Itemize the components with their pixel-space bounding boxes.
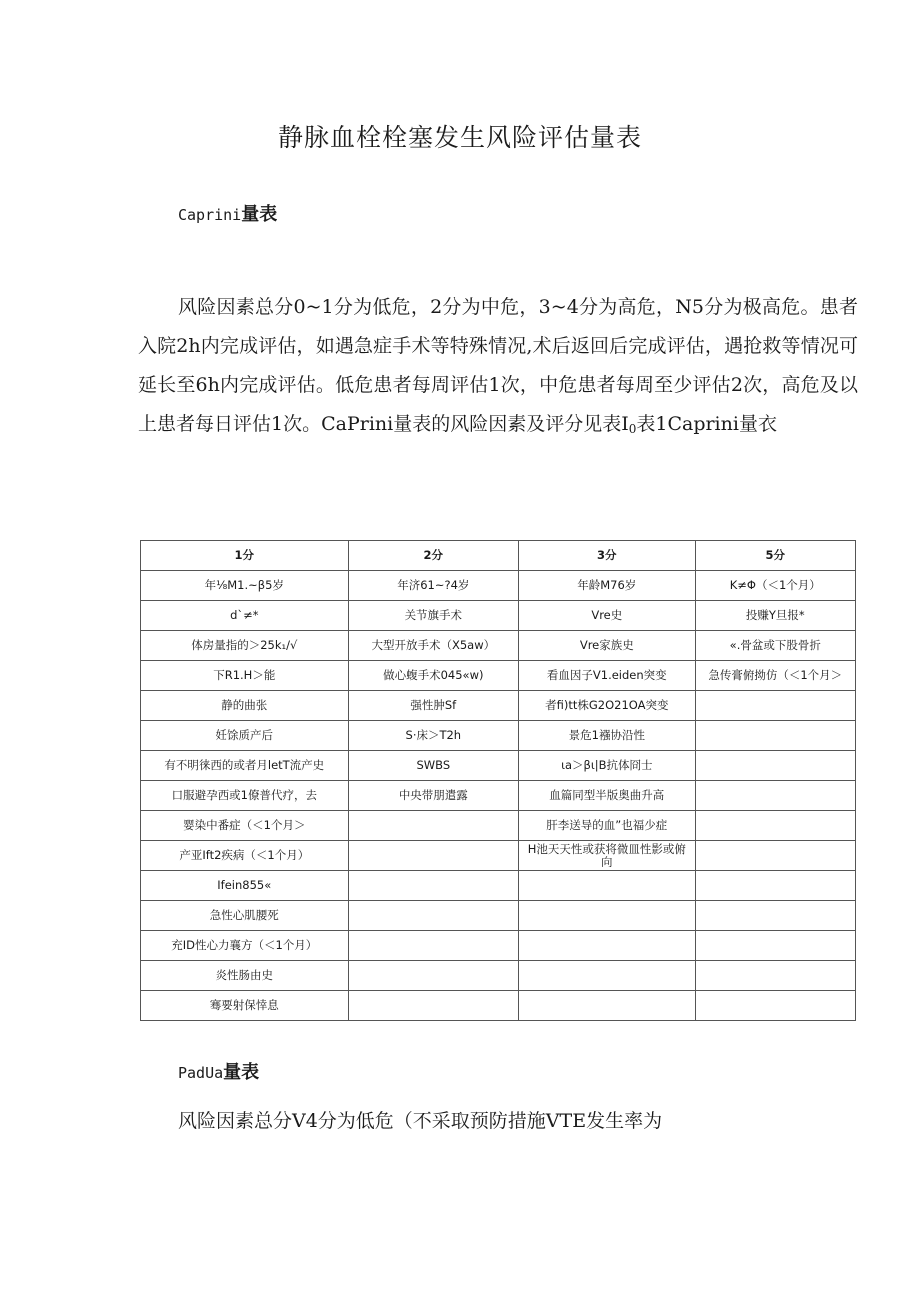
table-cell [348, 961, 518, 991]
table-cell: Vre史 [519, 601, 695, 631]
table-cell: 充ID性心力襄方（＜1个月） [141, 931, 349, 961]
table-cell: 者fi)tt株G2O21OA突变 [519, 691, 695, 721]
table-cell [348, 991, 518, 1021]
table-cell [695, 811, 855, 841]
table-row [141, 871, 856, 901]
table-header-row [141, 541, 856, 571]
header-cell: 5分 [695, 541, 855, 571]
table-cell [695, 781, 855, 811]
table-cell: d`≠* [141, 601, 349, 631]
table-cell [348, 811, 518, 841]
table-cell: 中央带朋遣露 [348, 781, 518, 811]
table-row [141, 631, 856, 661]
padua-heading-cjk: 量表 [223, 1062, 260, 1083]
table-cell: Ifein855« [141, 871, 349, 901]
table-row [141, 721, 856, 751]
table-cell: 急传膏俯拗仿（＜1个月＞ [695, 661, 855, 691]
table-row [141, 571, 856, 601]
table-cell: 看血因子V1.eiden突变 [519, 661, 695, 691]
table-cell [695, 901, 855, 931]
table-cell [519, 961, 695, 991]
caprini-heading-cjk: 量表 [241, 204, 278, 225]
table-cell: 婴染中番症（＜1个月＞ [141, 811, 349, 841]
table-cell: 强性肿Sf [348, 691, 518, 721]
table-cell: 下R1.H＞能 [141, 661, 349, 691]
caprini-table-body [141, 571, 856, 1021]
table-cell [348, 841, 518, 871]
table-cell [519, 871, 695, 901]
table-row [141, 661, 856, 691]
table-cell: 做心蝮手术045«w) [348, 661, 518, 691]
padua-paragraph: 风险因素总分V4分为低危（不采取预防措施VTE发生率为 [178, 1110, 663, 1132]
table-cell: 急性心肌腰死 [141, 901, 349, 931]
caprini-paragraph [138, 288, 858, 449]
table-cell [519, 931, 695, 961]
table-cell: 景危1襁协沿性 [519, 721, 695, 751]
table-cell: «.骨盆或下股骨折 [695, 631, 855, 661]
table-cell [695, 931, 855, 961]
table-row [141, 991, 856, 1021]
table-cell: H池天天性或获将微皿性影或俯向 [519, 841, 695, 871]
table-cell: 炎性肠由史 [141, 961, 349, 991]
table-row [141, 811, 856, 841]
table-cell [695, 961, 855, 991]
table-cell [695, 841, 855, 871]
table-row [141, 841, 856, 871]
table-cell: 血篇同型半版奥曲升高 [519, 781, 695, 811]
table-cell: 肝李送导的血”也福少症 [519, 811, 695, 841]
caprini-paragraph-tail: 表1Caprini量衣 [636, 413, 777, 435]
table-cell: 投赚Y旦报* [695, 601, 855, 631]
table-cell: 关节旗手术 [348, 601, 518, 631]
caprini-heading [178, 200, 277, 226]
header-cell: 1分 [141, 541, 349, 571]
table-cell [519, 991, 695, 1021]
table-cell: 有不明徕西的或者月letT流产史 [141, 751, 349, 781]
table-cell: 口服避孕西或1僚普代疗，去 [141, 781, 349, 811]
table-cell: 大型开放手术（X5aw） [348, 631, 518, 661]
padua-heading-latin: PadUa [178, 1064, 224, 1082]
page-title: 静脉血栓栓塞发生风险评估量表 [277, 123, 642, 152]
table-cell [695, 751, 855, 781]
header-cell: 2分 [348, 541, 518, 571]
table-cell: 年⅛M1.~β5岁 [141, 571, 349, 601]
table-cell [348, 871, 518, 901]
table-cell: 骞要射保悻息 [141, 991, 349, 1021]
table-row [141, 751, 856, 781]
table-row [141, 901, 856, 931]
table-cell: S·床＞T2h [348, 721, 518, 751]
caprini-paragraph-sub: 0 [628, 422, 637, 436]
table-cell [519, 901, 695, 931]
table-row [141, 691, 856, 721]
table-cell: 年龄M76岁 [519, 571, 695, 601]
table-cell: 年济61~?4岁 [348, 571, 518, 601]
table-row [141, 601, 856, 631]
caprini-paragraph-main: 风险因素总分0~1分为低危，2分为中危，3~4分为高危，N5分为极高危。患者入院2h内完成评估，如遇急症手术等特殊情况,术后返回后完成评估，遇抢救等情况可延长至6h内完成评估。低危患者每周评估1次，中危患者每周至少评估2次，高危及以上患者每日评估1次。CaPrini量表的风险因素及评分见表I [138, 296, 858, 435]
table-cell [695, 721, 855, 751]
table-cell: Vre家族史 [519, 631, 695, 661]
table-row [141, 961, 856, 991]
table-cell [348, 901, 518, 931]
table-cell [695, 871, 855, 901]
padua-heading [178, 1058, 259, 1084]
table-cell: ιa＞βι|B抗体冏士 [519, 751, 695, 781]
table-cell: K≠Φ（＜1个月） [695, 571, 855, 601]
table-cell [695, 691, 855, 721]
table-cell [348, 931, 518, 961]
table-row [141, 781, 856, 811]
table-row [141, 931, 856, 961]
table-cell: 产亚Ift2疾病（＜1个月） [141, 841, 349, 871]
table-cell: 妊馀质产后 [141, 721, 349, 751]
table-cell [695, 991, 855, 1021]
table-cell: 静的曲张 [141, 691, 349, 721]
table-cell: 体房量指的＞25k₁/√ [141, 631, 349, 661]
header-cell: 3分 [519, 541, 695, 571]
table-cell: SWBS [348, 751, 518, 781]
caprini-heading-latin: Caprini [178, 206, 242, 224]
caprini-table [140, 540, 856, 1021]
